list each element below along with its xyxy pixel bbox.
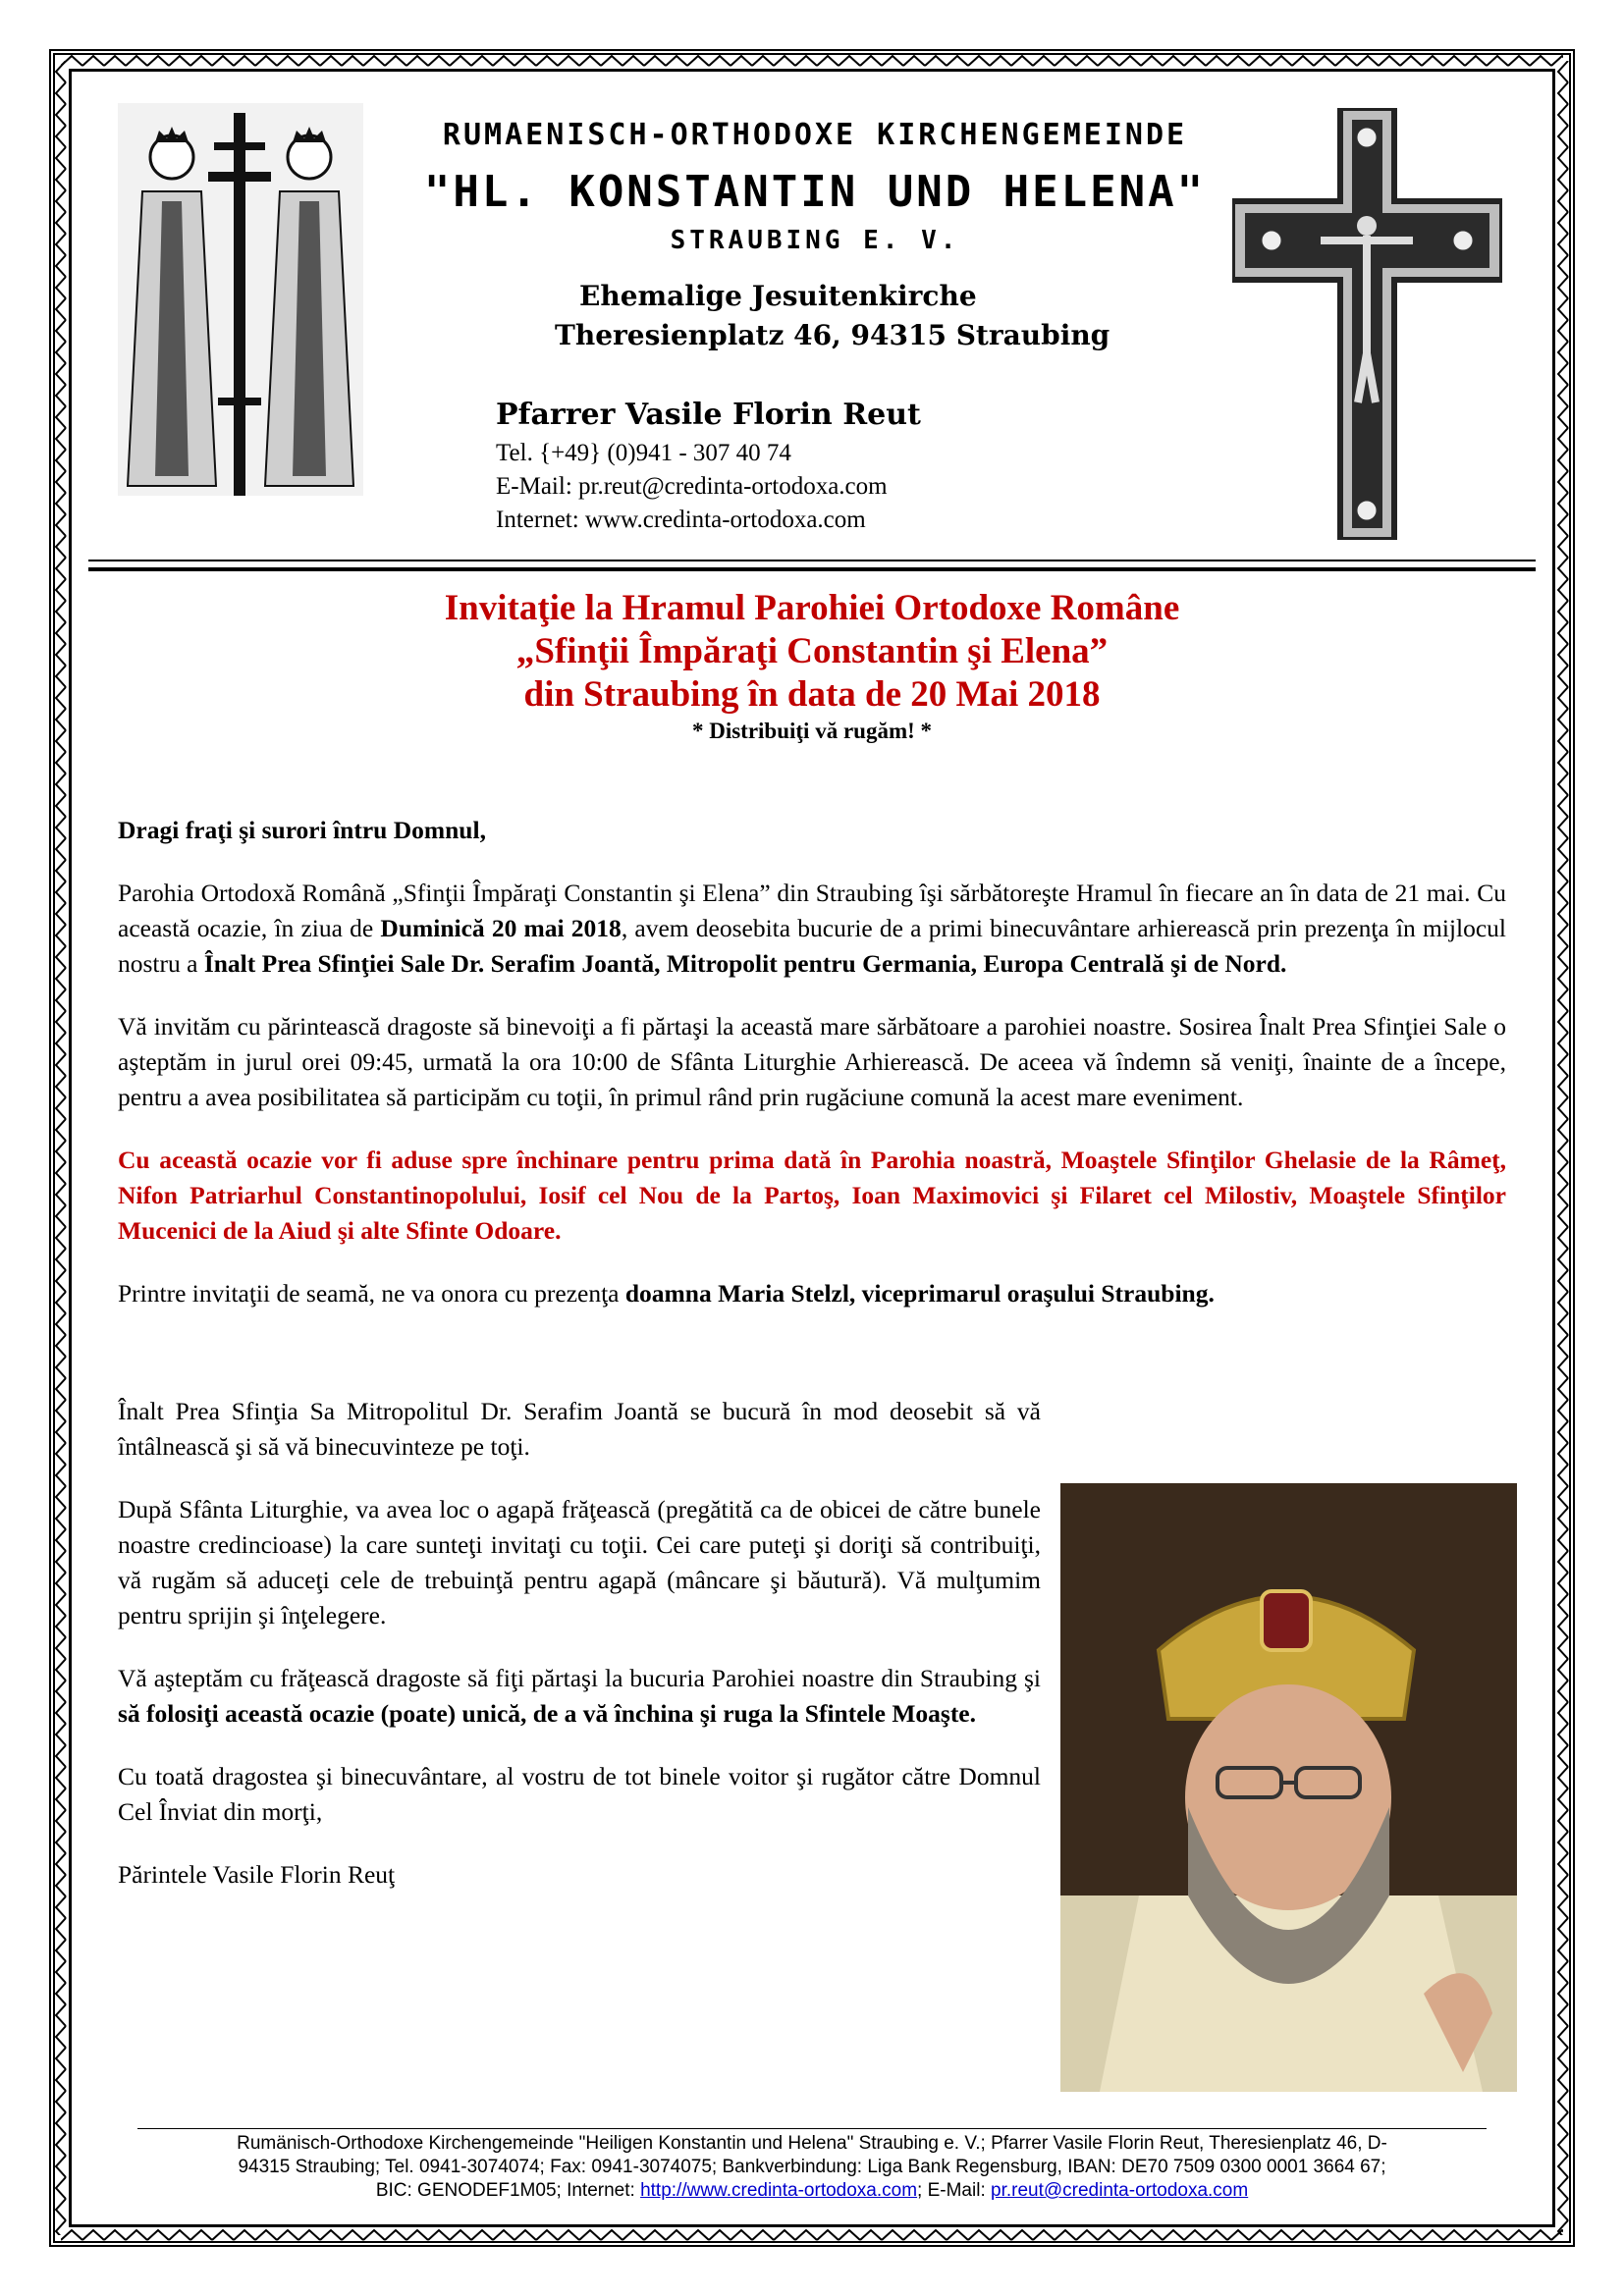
paragraph-6: Vă aşteptăm cu frăţească dragoste să fiţi părtaşi la bucuria Parohiei noastre din Straubing şi să folosiţi această ocazie (poate) unică, de a vă închina şi ruga la Sfintele Moaşte. [118, 1664, 1041, 1728]
letter-body-column [118, 1394, 1041, 1920]
website-link[interactable]: http://www.credinta-ortodoxa.com [640, 2180, 918, 2201]
parish-name-line3: STRAUBING E. V. [670, 226, 960, 255]
footer-line1: Rumänisch-Orthodoxe Kirchengemeinde "Heiligen Konstantin und Helena" Straubing e. V.; Pfarrer Vasile Florin Reut, Theresienplatz 46, D- [237, 2133, 1387, 2154]
address-line2: Theresienplatz 46, 94315 Straubing [555, 319, 1110, 351]
paragraph-relics: Cu această ocazie vor fi aduse spre închinare pentru prima dată în Parohia noastră, Moaştele Sfinţilor Ghelasie de la Râmeţ, Nifon Patriarhul Constantinopolului, Iosif cel Nou de la Partoş, Ioan Maximovici şi Filaret cel Milostiv, Moaştele Sfinţilor Mucenici de la Aiud şi alte Sfinte Odoare. [118, 1146, 1506, 1245]
paragraph-4: Printre invitaţii de seamă, ne va onora cu prezenţa doamna Maria Stelzl, viceprimarul oraşului Straubing. [118, 1279, 1215, 1308]
contact-block [496, 437, 888, 537]
parish-name-line2: "HL. KONSTANTIN UND HELENA" [423, 167, 1207, 217]
letter-body [118, 813, 1506, 1339]
title-line1: Invitaţie la Hramul Parohiei Ortodoxe Române [444, 588, 1180, 628]
saints-icon [118, 103, 363, 496]
letterhead [88, 83, 1536, 564]
email: E-Mail: pr.reut@credinta-ortodoxa.com [496, 473, 888, 500]
phone: Tel. {+49} (0)941 - 307 40 74 [496, 440, 791, 466]
footer-divider [137, 2128, 1487, 2129]
ornament-right [1557, 61, 1569, 2235]
signature: Părintele Vasile Florin Reuţ [118, 1860, 396, 1889]
ornament-left [55, 61, 67, 2235]
paragraph-5: După Sfânta Liturghie, va avea loc o agapă frăţească (pregătită ca de obicei de către bunele noastre credincioase) la care sunteţi invitaţi cu toţii. Cei care puteţi şi doriţi să contribuiţi, vă rugăm să aduceţi cele de trebuinţă pentru agapă (mâncare şi băutură). Vă mulţumim pentru sprijin şi înţelegere. [118, 1495, 1041, 1629]
priest-name: Pfarrer Vasile Florin Reut [496, 398, 921, 432]
invitation-title [88, 587, 1536, 746]
ornament-top [61, 55, 1563, 67]
footer-line3: BIC: GENODEF1M05; Internet: http://www.credinta-ortodoxa.com; E-Mail: pr.reut@credinta-ortodoxa.com [375, 2180, 1249, 2201]
paragraph-1: Parohia Ortodoxă Română „Sfinţii Împăraţi Constantin şi Elena” din Straubing îşi sărbătoreşte Hramul în fiecare an în data de 21 mai. Cu această ocazie, în ziua de Duminică 20 mai 2018, avem deosebita bucurie de a primi binecuvântare arhierească prin prezenţa în mijlocul nostru a Înalt Prea Sfinţiei Sale Dr. Serafim Joantă, Mitropolit pentru Germania, Europa Centrală şi de Nord. [118, 879, 1506, 978]
header-divider-thick [88, 567, 1536, 571]
footer [128, 2132, 1496, 2203]
ornament-bottom [61, 2229, 1563, 2241]
crucifix-icon [1232, 108, 1502, 540]
parish-name-line1: RUMAENISCH-ORTHODOXE KIRCHENGEMEINDE [442, 118, 1188, 152]
email-link[interactable]: pr.reut@credinta-ortodoxa.com [991, 2180, 1249, 2201]
title-subline: * Distribuiţi vă rugăm! * [691, 719, 933, 743]
footer-line2: 94315 Straubing; Tel. 0941-3074074; Fax: 0941-3074075; Bankverbindung: Liga Bank Regensburg, IBAN: DE70 7509 0300 0001 3664 67; [238, 2157, 1386, 2177]
header-divider [88, 560, 1536, 561]
paragraph-7: Cu toată dragostea şi binecuvântare, al vostru de tot binele voitor şi rugător către Domnul Cel Înviat din morţi, [118, 1762, 1041, 1826]
address-line1: Ehemalige Jesuitenkirche [579, 280, 977, 312]
paragraph-4-cont: Înalt Prea Sfinţia Sa Mitropolitul Dr. Serafim Joantă se bucură în mod deosebit să vă întâlnească şi să vă binecuvinteze pe toţi. [118, 1397, 1041, 1461]
metropolitan-photo [1060, 1483, 1517, 2092]
website: Internet: www.credinta-ortodoxa.com [496, 507, 866, 533]
title-line3: din Straubing în data de 20 Mai 2018 [523, 674, 1101, 715]
greeting: Dragi fraţi şi surori întru Domnul, [118, 816, 486, 844]
paragraph-2: Vă invităm cu părintească dragoste să binevoiţi a fi părtaşi la această mare sărbătoare a parohiei noastre. Sosirea Înalt Prea Sfinţiei Sale o aşteptăm in jurul orei 09:45, urmată la ora 10:00 de Sfânta Liturghie Arhierească. De aceea vă îndemn să veniţi, înainte de a începe, pentru a avea posibilitatea să participăm cu toţii, în primul rând prin rugăciune comună la acest mare eveniment. [118, 1012, 1506, 1111]
title-line2: „Sfinţii Împăraţi Constantin şi Elena” [515, 631, 1109, 671]
